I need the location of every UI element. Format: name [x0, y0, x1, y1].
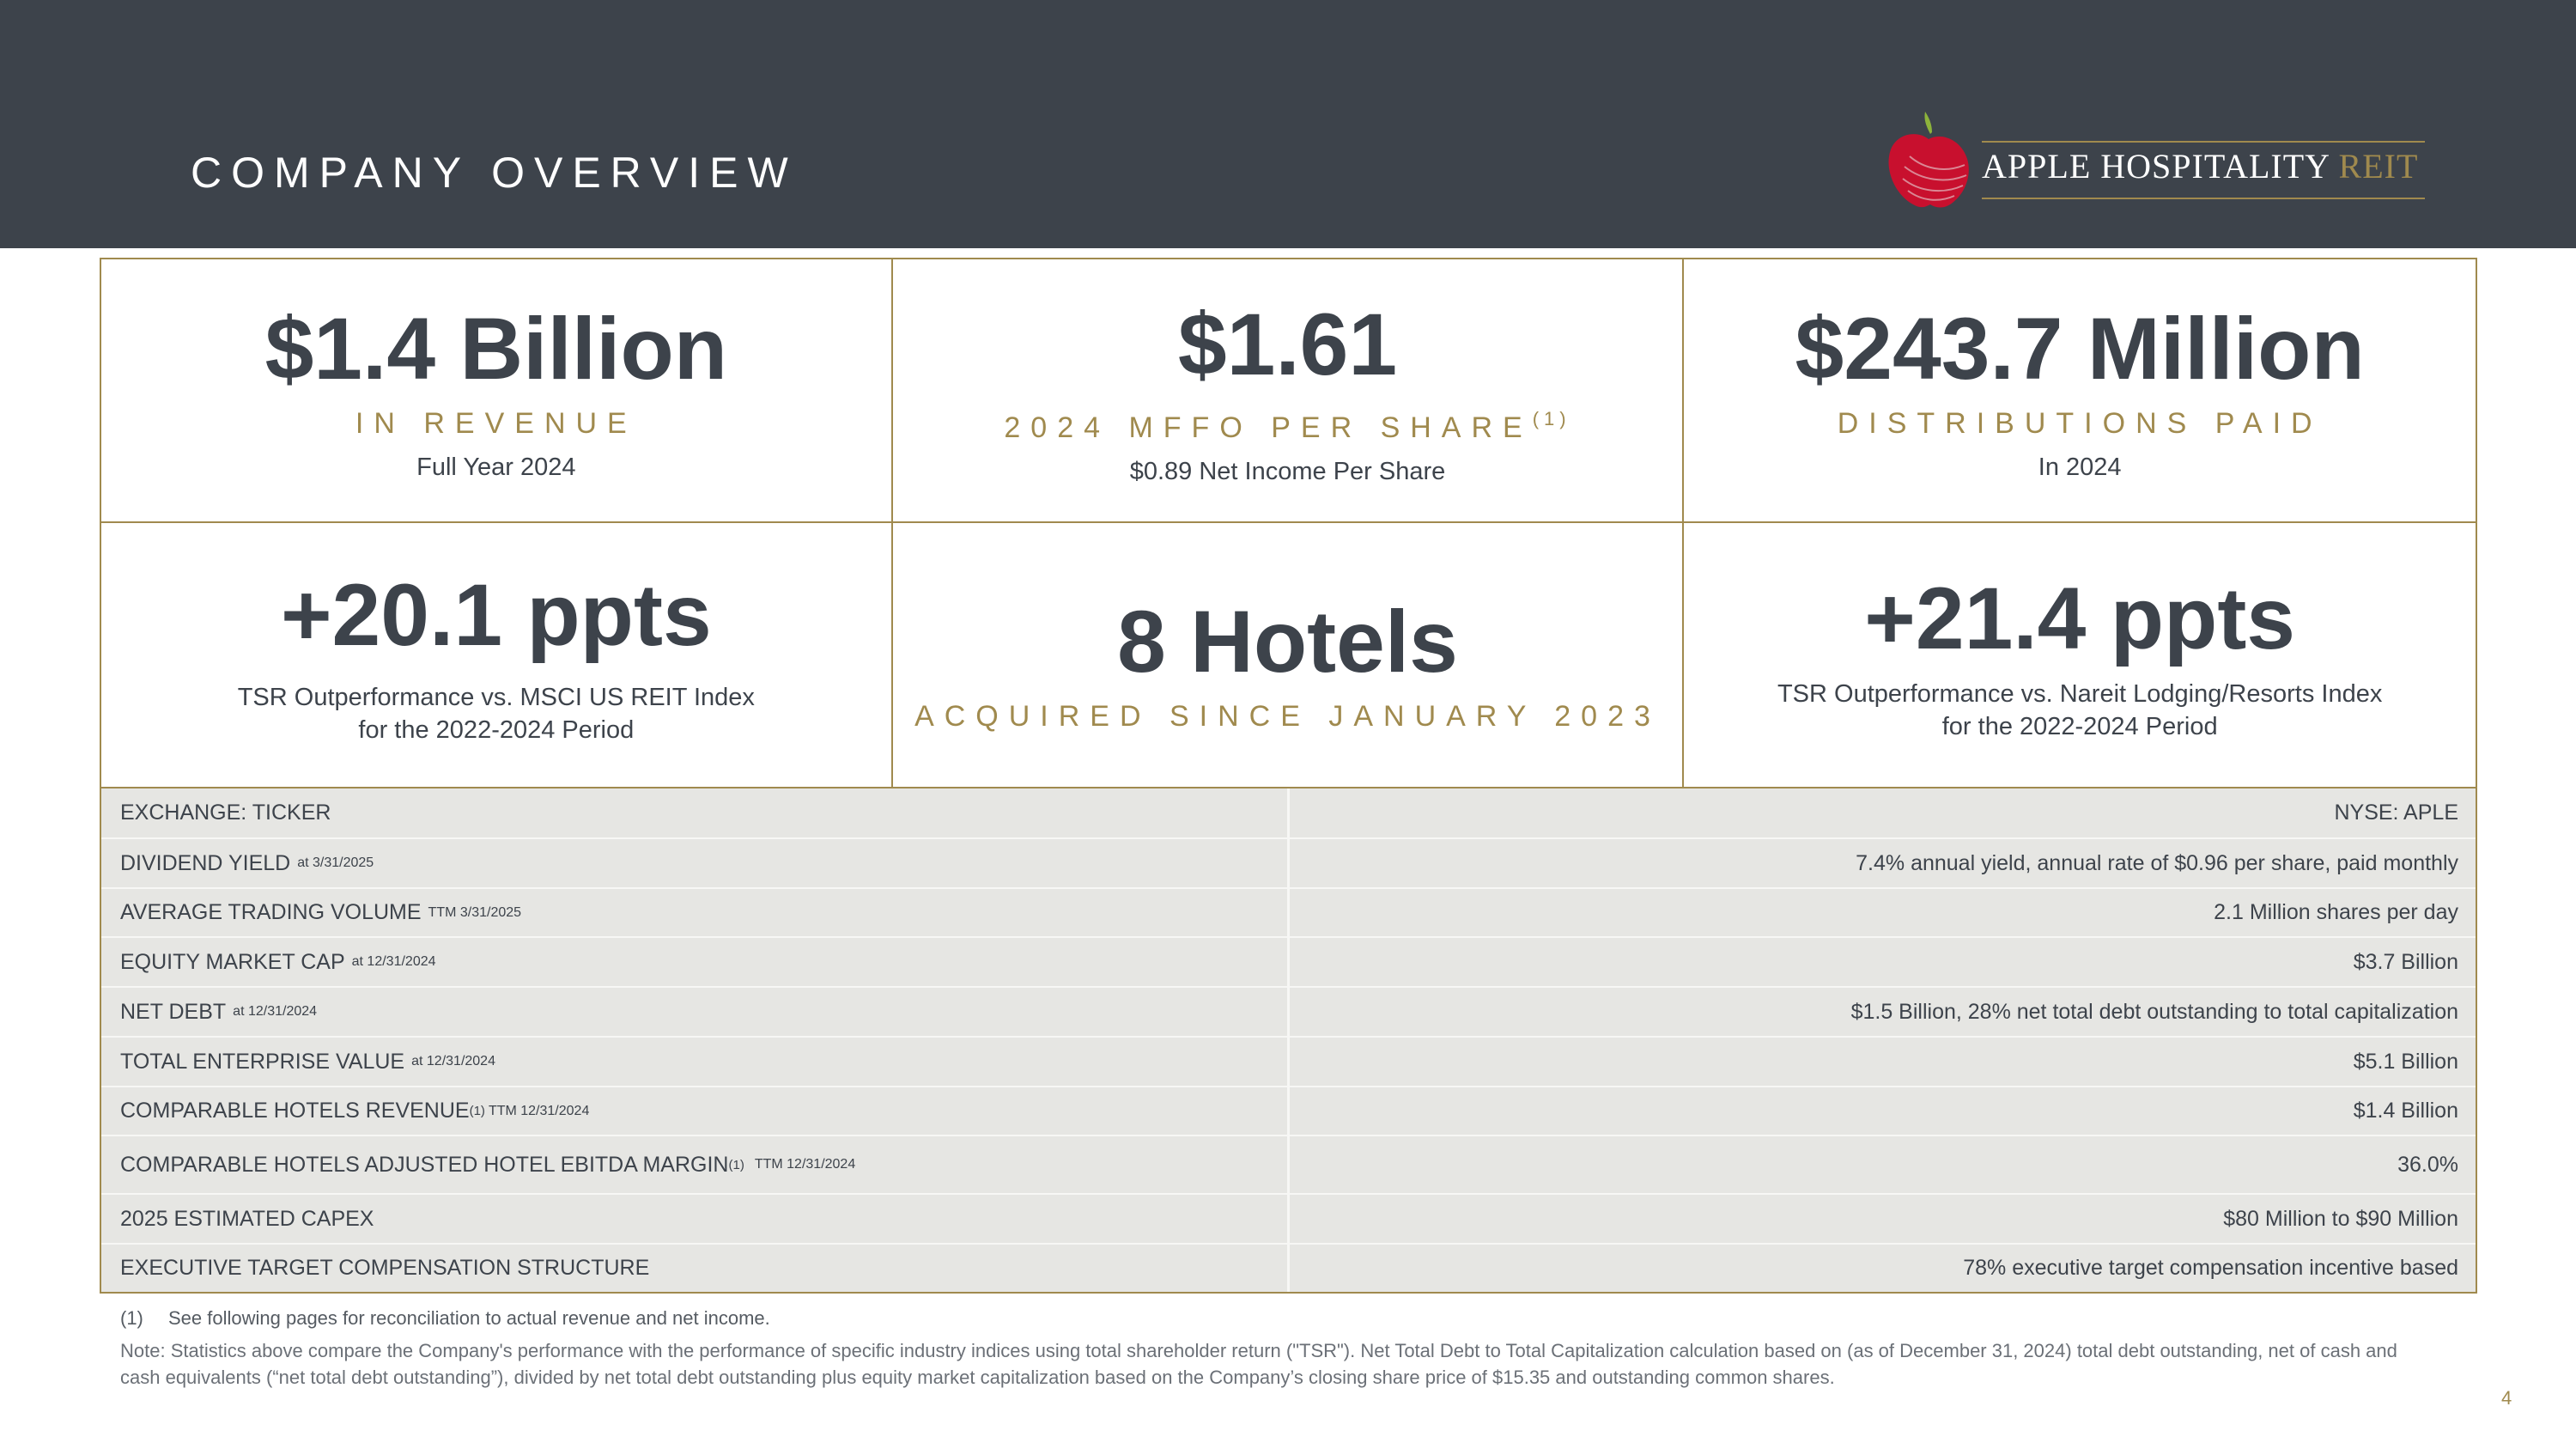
- row-value: NYSE: APLE: [2334, 801, 2458, 825]
- row-date-note: TTM 12/31/2024: [754, 1157, 856, 1172]
- footnote-marker: (1): [728, 1157, 744, 1172]
- row-value: $80 Million to $90 Million: [2223, 1206, 2458, 1231]
- stat-value: +21.4 ppts: [1864, 569, 2296, 667]
- row-value: $3.7 Billion: [2353, 949, 2458, 974]
- row-value: 78% executive target compensation incentive based: [1963, 1256, 2458, 1280]
- stat-hotels: [893, 523, 1685, 787]
- row-label-text: EQUITY MARKET CAP: [120, 949, 345, 974]
- methodology-note: Note: Statistics above compare the Company's performance with the performance of specific industry indices using total shareholder return ("TSR"). Net Total Debt to Total Capitalization calculation based on (as of December 31, 2024) total debt outstanding, net of cash and cash equivalents (“net total debt outstanding”), divided by net total debt outstanding plus equity market capitalization based on the Company’s closing share price of $15.35 and outstanding common shares.: [120, 1340, 2397, 1388]
- stat-subtext: Full Year 2024: [416, 453, 576, 481]
- stat-value: $1.4 Billion: [264, 299, 728, 398]
- stat-value: +20.1 ppts: [280, 565, 712, 664]
- stat-label: ACQUIRED SINCE JANUARY 2023: [914, 699, 1661, 733]
- table-row: [101, 1036, 2476, 1086]
- row-value: 7.4% annual yield, annual rate of $0.96 per share, paid monthly: [1856, 850, 2458, 875]
- row-value: $5.1 Billion: [2353, 1049, 2458, 1074]
- row-value: 2.1 Million shares per day: [2214, 900, 2458, 924]
- stat-value: $1.61: [1177, 295, 1398, 393]
- stat-label-text: 2024 MFFO PER SHARE: [1004, 411, 1533, 444]
- row-label-text: DIVIDEND YIELD: [120, 850, 291, 875]
- stat-subtext: $0.89 Net Income Per Share: [1129, 457, 1446, 485]
- row-label: [101, 788, 1290, 837]
- row-date-note: at 12/31/2024: [411, 1054, 495, 1068]
- row-label: [101, 1087, 1290, 1135]
- row-value: $1.5 Billion, 28% net total debt outstanding to total capitalization: [1850, 999, 2458, 1024]
- row-label-text: EXCHANGE: TICKER: [120, 801, 331, 825]
- footnote-marker: (1): [1532, 407, 1571, 429]
- row-label-text: 2025 ESTIMATED CAPEX: [120, 1206, 374, 1231]
- table-row: [101, 837, 2476, 887]
- stat-label: [1004, 400, 1571, 447]
- stat-subtext-line1: TSR Outperformance vs. MSCI US REIT Index: [237, 683, 755, 711]
- row-label-text: EXECUTIVE TARGET COMPENSATION STRUCTURE: [120, 1256, 650, 1280]
- page-number: 4: [2501, 1387, 2512, 1409]
- row-label: [101, 988, 1290, 1036]
- footnote-marker: (1): [469, 1104, 485, 1118]
- row-label: [101, 1195, 1290, 1243]
- header-bar: [0, 0, 2576, 248]
- stat-subtext-line2: for the 2022-2024 Period: [1941, 712, 2218, 740]
- row-date-note: at 12/31/2024: [351, 954, 436, 969]
- row-label: [101, 1245, 1290, 1292]
- row-date-note: TTM 3/31/2025: [428, 904, 522, 920]
- table-row: [101, 936, 2476, 986]
- stat-tsr-nareit: [1684, 523, 2476, 787]
- stat-value: $243.7 Million: [1795, 299, 2365, 398]
- table-row: [101, 1086, 2476, 1135]
- logo-wordmark-main: APPLE HOSPITALITY: [1982, 147, 2330, 186]
- logo-wordmark-accent: REIT: [2338, 147, 2419, 186]
- stat-distributions: [1684, 259, 2476, 523]
- table-row: [101, 1243, 2476, 1292]
- stat-subtext-line2: for the 2022-2024 Period: [358, 715, 635, 744]
- row-label: [101, 938, 1290, 986]
- table-row: [101, 1135, 2476, 1193]
- row-date-note: TTM 12/31/2024: [488, 1103, 590, 1118]
- stat-revenue: [101, 259, 893, 523]
- stat-subtext-line1: TSR Outperformance vs. Nareit Lodging/Resorts Index: [1777, 679, 2383, 708]
- row-value: $1.4 Billion: [2353, 1099, 2458, 1123]
- row-label: [101, 1136, 1290, 1193]
- footnote: [120, 1307, 770, 1330]
- apple-logo-icon: [1884, 108, 1973, 211]
- row-label-text: NET DEBT: [120, 999, 227, 1024]
- page-title: COMPANY OVERVIEW: [191, 149, 798, 197]
- company-facts-table: [100, 788, 2477, 1294]
- row-label: [101, 1038, 1290, 1086]
- stats-grid: [100, 258, 2477, 788]
- row-label-text: AVERAGE TRADING VOLUME: [120, 900, 422, 924]
- stat-label: DISTRIBUTIONS PAID: [1837, 406, 2323, 440]
- row-label-text: COMPARABLE HOTELS ADJUSTED HOTEL EBITDA MARGIN: [120, 1152, 729, 1177]
- table-row: [101, 1193, 2476, 1243]
- company-logo: [1884, 108, 2425, 211]
- table-row: [101, 887, 2476, 936]
- logo-wordmark: [1982, 148, 2418, 186]
- stat-value: 8 Hotels: [1117, 592, 1458, 691]
- row-date-note: at 12/31/2024: [233, 1004, 318, 1019]
- table-row: [101, 986, 2476, 1036]
- stat-subtext: In 2024: [2038, 453, 2122, 481]
- row-date-note: at 3/31/2025: [297, 855, 374, 870]
- footnote-number: (1): [120, 1307, 143, 1329]
- logo-rule-bottom: [1982, 198, 2425, 199]
- stat-mffo: [893, 259, 1685, 523]
- footnote-text: See following pages for reconciliation to actual revenue and net income.: [168, 1307, 770, 1329]
- stat-label: IN REVENUE: [355, 406, 637, 440]
- stat-tsr-msci: [101, 523, 893, 787]
- row-value: 36.0%: [2397, 1152, 2458, 1177]
- logo-rule-top: [1982, 141, 2425, 143]
- row-label-text: COMPARABLE HOTELS REVENUE: [120, 1099, 470, 1123]
- row-label: [101, 889, 1290, 936]
- row-label: [101, 839, 1290, 887]
- table-row: [101, 788, 2476, 837]
- row-label-text: TOTAL ENTERPRISE VALUE: [120, 1049, 405, 1074]
